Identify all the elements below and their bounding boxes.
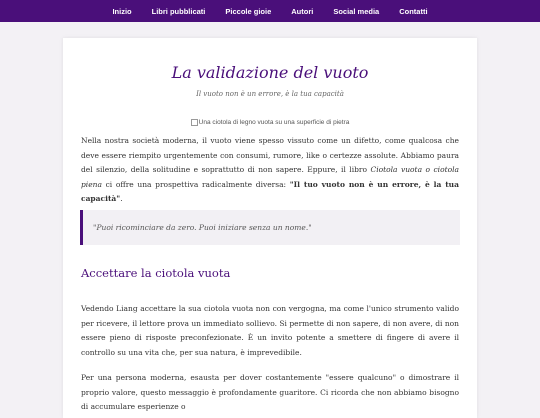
nav-item-libri-pubblicati[interactable]: Libri pubblicati — [151, 6, 206, 16]
intro-text: Nella nostra società moderna, il vuoto viene spesso vissuto come un difetto, come qualcosa che deve essere riempito urgentemente con consumi, rumore, like o certezze assolute. Abbiamo paura del silenzio, della solitudine e soprattutto di non sapere. Eppure, il libro — [81, 136, 459, 174]
intro-text-middle: ci offre una prospettiva radicalmente diversa: — [101, 179, 290, 189]
book-title: Ciotola vuota o ciotola piena — [81, 165, 459, 189]
blockquote — [80, 210, 460, 245]
image-alt-text: Una ciotola di legno vuota su una superficie di pietra — [198, 119, 350, 127]
section-heading: Accettare la ciotola vuota — [81, 266, 231, 280]
body-paragraph: Vedendo Liang accettare la sua ciotola vuota non con vergogna, ma come l'unico strumento valido per ricevere, il lettore prova un immediato sollievo. Si permette di non sapere, di non avere, di non essere pieno di risposte preconfezionate. È un invito potente a smettere di fingere di avere il controllo su una vita che, per sua natura, è imprevedibile. — [81, 304, 459, 357]
article-subtitle: Il vuoto non è un errore, è la tua capacità — [196, 90, 344, 98]
nav-item-autori[interactable]: Autori — [291, 6, 314, 16]
body-paragraph: Per una persona moderna, esausta per dover costantemente "essere qualcuno" o dimostrare il proprio valore, questo messaggio è profondamente guaritore. Ci ricorda che non abbiamo bisogno di accumulare esperienze o — [81, 373, 459, 411]
article-title: La validazione del vuoto — [171, 63, 369, 82]
nav-item-social-media[interactable]: Social media — [333, 6, 380, 16]
intro-paragraph — [81, 134, 459, 207]
nav-item-piccole-gioie[interactable]: Piccole gioie — [225, 6, 272, 16]
nav-item-contatti[interactable]: Contatti — [399, 6, 428, 16]
broken-image-icon — [191, 119, 198, 126]
broken-image — [63, 119, 477, 126]
quote-text: "Puoi ricominciare da zero. Puoi iniziare senza un nome." — [93, 223, 312, 232]
article-card — [63, 38, 477, 418]
intro-text-end: . — [120, 194, 123, 203]
nav-item-inizio[interactable]: Inizio — [112, 6, 132, 16]
top-navigation — [0, 0, 540, 22]
key-phrase: "Il tuo vuoto non è un errore, è la tua capacità" — [81, 179, 459, 203]
